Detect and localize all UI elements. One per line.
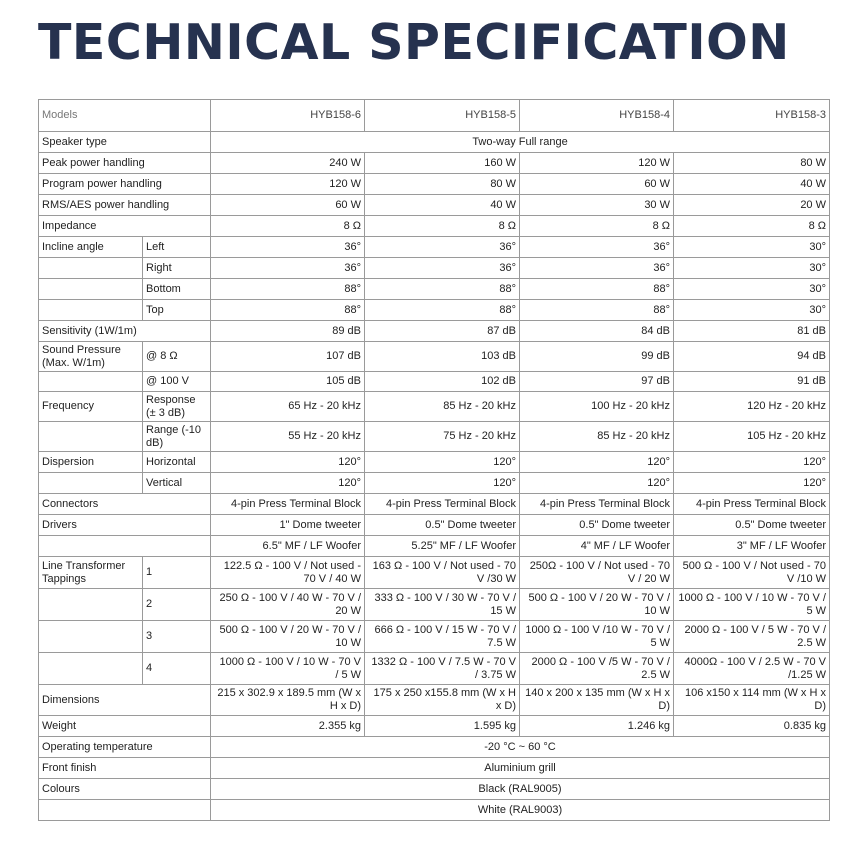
table-row xyxy=(39,342,830,372)
cell-value: 160 W xyxy=(365,153,520,174)
table-row xyxy=(39,589,830,621)
empty-cell xyxy=(39,653,143,685)
cell-value: 60 W xyxy=(520,174,674,195)
table-row xyxy=(39,758,830,779)
cell-value: 65 Hz - 20 kHz xyxy=(211,392,365,422)
speaker-type-value: Two-way Full range xyxy=(211,132,830,153)
sub-label: 3 xyxy=(143,621,211,653)
table-row xyxy=(39,258,830,279)
cell-value: 91 dB xyxy=(674,372,830,392)
sub-label: Bottom xyxy=(143,279,211,300)
model-name: HYB158-4 xyxy=(520,100,674,132)
row-label: RMS/AES power handling xyxy=(39,195,211,216)
model-name: HYB158-5 xyxy=(365,100,520,132)
cell-value: 81 dB xyxy=(674,321,830,342)
models-label: Models xyxy=(39,100,211,132)
cell-value: 106 x150 x 114 mm (W x H x D) xyxy=(674,685,830,716)
cell-value: 20 W xyxy=(674,195,830,216)
cell-value: 85 Hz - 20 kHz xyxy=(520,422,674,452)
cell-value: 0.5" Dome tweeter xyxy=(365,515,520,536)
cell-value: 122.5 Ω - 100 V / Not used - 70 V / 40 W xyxy=(211,557,365,589)
cell-value: 87 dB xyxy=(365,321,520,342)
empty-cell xyxy=(39,300,143,321)
sub-label: Vertical xyxy=(143,473,211,494)
cell-value: 163 Ω - 100 V / Not used - 70 V /30 W xyxy=(365,557,520,589)
cell-value: 250 Ω - 100 V / 40 W - 70 V / 20 W xyxy=(211,589,365,621)
cell-value: 8 Ω xyxy=(520,216,674,237)
sub-label: Horizontal xyxy=(143,452,211,473)
table-row xyxy=(39,153,830,174)
cell-value: 99 dB xyxy=(520,342,674,372)
cell-value: 333 Ω - 100 V / 30 W - 70 V / 15 W xyxy=(365,589,520,621)
row-label: Speaker type xyxy=(39,132,211,153)
table-row xyxy=(39,300,830,321)
table-row xyxy=(39,422,830,452)
cell-value: 120 W xyxy=(520,153,674,174)
front-finish-value: Aluminium grill xyxy=(211,758,830,779)
cell-value: 105 dB xyxy=(211,372,365,392)
cell-value: 88° xyxy=(520,300,674,321)
cell-value: 1000 Ω - 100 V /10 W - 70 V / 5 W xyxy=(520,621,674,653)
sub-label: @ 100 V xyxy=(143,372,211,392)
cell-value: 4-pin Press Terminal Block xyxy=(674,494,830,515)
cell-value: 2.355 kg xyxy=(211,716,365,737)
cell-value: 120° xyxy=(211,473,365,494)
table-row xyxy=(39,237,830,258)
table-row xyxy=(39,452,830,473)
table-row xyxy=(39,174,830,195)
cell-value: 215 x 302.9 x 189.5 mm (W x H x D) xyxy=(211,685,365,716)
empty-cell xyxy=(39,536,211,557)
sub-label: Top xyxy=(143,300,211,321)
table-row xyxy=(39,132,830,153)
table-row xyxy=(39,515,830,536)
row-label: Incline angle xyxy=(39,237,143,258)
cell-value: 140 x 200 x 135 mm (W x H x D) xyxy=(520,685,674,716)
table-row xyxy=(39,685,830,716)
empty-cell xyxy=(39,800,211,821)
cell-value: 8 Ω xyxy=(211,216,365,237)
cell-value: 40 W xyxy=(674,174,830,195)
cell-value: 120 Hz - 20 kHz xyxy=(674,392,830,422)
table-row xyxy=(39,653,830,685)
cell-value: 75 Hz - 20 kHz xyxy=(365,422,520,452)
row-label: Operating temperature xyxy=(39,737,211,758)
empty-cell xyxy=(39,258,143,279)
table-row xyxy=(39,372,830,392)
table-row xyxy=(39,800,830,821)
cell-value: 4-pin Press Terminal Block xyxy=(211,494,365,515)
cell-value: 2000 Ω - 100 V / 5 W - 70 V / 2.5 W xyxy=(674,621,830,653)
model-name: HYB158-6 xyxy=(211,100,365,132)
cell-value: 0.835 kg xyxy=(674,716,830,737)
cell-value: 55 Hz - 20 kHz xyxy=(211,422,365,452)
cell-value: 120° xyxy=(211,452,365,473)
sub-label: 2 xyxy=(143,589,211,621)
cell-value: 60 W xyxy=(211,195,365,216)
cell-value: 84 dB xyxy=(520,321,674,342)
cell-value: 0.5" Dome tweeter xyxy=(674,515,830,536)
cell-value: 4-pin Press Terminal Block xyxy=(520,494,674,515)
cell-value: 8 Ω xyxy=(674,216,830,237)
cell-value: 120° xyxy=(365,473,520,494)
cell-value: 36° xyxy=(520,237,674,258)
cell-value: 30° xyxy=(674,237,830,258)
cell-value: 1000 Ω - 100 V / 10 W - 70 V / 5 W xyxy=(211,653,365,685)
cell-value: 30° xyxy=(674,258,830,279)
cell-value: 102 dB xyxy=(365,372,520,392)
table-row xyxy=(39,536,830,557)
cell-value: 3" MF / LF Woofer xyxy=(674,536,830,557)
cell-value: 1000 Ω - 100 V / 10 W - 70 V / 5 W xyxy=(674,589,830,621)
cell-value: 1.595 kg xyxy=(365,716,520,737)
sub-label: 1 xyxy=(143,557,211,589)
row-label: Front finish xyxy=(39,758,211,779)
row-label: Line Transformer Tappings xyxy=(39,557,143,589)
cell-value: 36° xyxy=(520,258,674,279)
cell-value: 240 W xyxy=(211,153,365,174)
cell-value: 0.5" Dome tweeter xyxy=(520,515,674,536)
spec-table xyxy=(38,99,830,821)
cell-value: 107 dB xyxy=(211,342,365,372)
cell-value: 1" Dome tweeter xyxy=(211,515,365,536)
table-row xyxy=(39,279,830,300)
cell-value: 30° xyxy=(674,300,830,321)
sub-label: Right xyxy=(143,258,211,279)
cell-value: 6.5" MF / LF Woofer xyxy=(211,536,365,557)
operating-temp-value: -20 °C ~ 60 °C xyxy=(211,737,830,758)
cell-value: 88° xyxy=(365,279,520,300)
empty-cell xyxy=(39,279,143,300)
cell-value: 500 Ω - 100 V / 20 W - 70 V / 10 W xyxy=(520,589,674,621)
cell-value: 120° xyxy=(520,452,674,473)
cell-value: 120 W xyxy=(211,174,365,195)
cell-value: 94 dB xyxy=(674,342,830,372)
table-row xyxy=(39,737,830,758)
cell-value: 88° xyxy=(211,279,365,300)
table-row xyxy=(39,557,830,589)
cell-value: 88° xyxy=(520,279,674,300)
cell-value: 89 dB xyxy=(211,321,365,342)
cell-value: 500 Ω - 100 V / 20 W - 70 V / 10 W xyxy=(211,621,365,653)
empty-cell xyxy=(39,422,143,452)
cell-value: 100 Hz - 20 kHz xyxy=(520,392,674,422)
table-row xyxy=(39,473,830,494)
cell-value: 500 Ω - 100 V / Not used - 70 V /10 W xyxy=(674,557,830,589)
row-label: Dimensions xyxy=(39,685,211,716)
cell-value: 1332 Ω - 100 V / 7.5 W - 70 V / 3.75 W xyxy=(365,653,520,685)
table-row xyxy=(39,392,830,422)
cell-value: 120° xyxy=(365,452,520,473)
sub-label: @ 8 Ω xyxy=(143,342,211,372)
page-title: TECHNICAL SPECIFICATION xyxy=(38,14,790,71)
header-row xyxy=(39,100,830,132)
cell-value: 2000 Ω - 100 V /5 W - 70 V / 2.5 W xyxy=(520,653,674,685)
cell-value: 103 dB xyxy=(365,342,520,372)
cell-value: 120° xyxy=(674,452,830,473)
cell-value: 120° xyxy=(674,473,830,494)
cell-value: 105 Hz - 20 kHz xyxy=(674,422,830,452)
sub-label: 4 xyxy=(143,653,211,685)
sub-label: Left xyxy=(143,237,211,258)
table-row xyxy=(39,716,830,737)
empty-cell xyxy=(39,372,143,392)
cell-value: 666 Ω - 100 V / 15 W - 70 V / 7.5 W xyxy=(365,621,520,653)
empty-cell xyxy=(39,621,143,653)
cell-value: 120° xyxy=(520,473,674,494)
cell-value: 97 dB xyxy=(520,372,674,392)
row-label: Dispersion xyxy=(39,452,143,473)
cell-value: 85 Hz - 20 kHz xyxy=(365,392,520,422)
table-row xyxy=(39,621,830,653)
cell-value: 80 W xyxy=(365,174,520,195)
model-name: HYB158-3 xyxy=(674,100,830,132)
row-label: Colours xyxy=(39,779,211,800)
colour-value: White (RAL9003) xyxy=(211,800,830,821)
cell-value: 1.246 kg xyxy=(520,716,674,737)
table-row xyxy=(39,195,830,216)
cell-value: 8 Ω xyxy=(365,216,520,237)
sub-label: Range (-10 dB) xyxy=(143,422,211,452)
empty-cell xyxy=(39,589,143,621)
row-label: Weight xyxy=(39,716,211,737)
cell-value: 30° xyxy=(674,279,830,300)
row-label: Sound Pressure (Max. W/1m) xyxy=(39,342,143,372)
empty-cell xyxy=(39,473,143,494)
cell-value: 88° xyxy=(211,300,365,321)
cell-value: 250Ω - 100 V / Not used - 70 V / 20 W xyxy=(520,557,674,589)
sub-label: Response (± 3 dB) xyxy=(143,392,211,422)
row-label: Frequency xyxy=(39,392,143,422)
row-label: Drivers xyxy=(39,515,211,536)
cell-value: 40 W xyxy=(365,195,520,216)
row-label: Peak power handling xyxy=(39,153,211,174)
cell-value: 175 x 250 x155.8 mm (W x H x D) xyxy=(365,685,520,716)
table-row xyxy=(39,321,830,342)
table-row xyxy=(39,494,830,515)
cell-value: 36° xyxy=(211,258,365,279)
cell-value: 4000Ω - 100 V / 2.5 W - 70 V /1.25 W xyxy=(674,653,830,685)
cell-value: 80 W xyxy=(674,153,830,174)
cell-value: 36° xyxy=(365,258,520,279)
cell-value: 36° xyxy=(365,237,520,258)
colour-value: Black (RAL9005) xyxy=(211,779,830,800)
row-label: Connectors xyxy=(39,494,211,515)
row-label: Sensitivity (1W/1m) xyxy=(39,321,211,342)
cell-value: 5.25" MF / LF Woofer xyxy=(365,536,520,557)
cell-value: 36° xyxy=(211,237,365,258)
table-row xyxy=(39,779,830,800)
cell-value: 4" MF / LF Woofer xyxy=(520,536,674,557)
row-label: Program power handling xyxy=(39,174,211,195)
table-row xyxy=(39,216,830,237)
cell-value: 88° xyxy=(365,300,520,321)
cell-value: 30 W xyxy=(520,195,674,216)
cell-value: 4-pin Press Terminal Block xyxy=(365,494,520,515)
row-label: Impedance xyxy=(39,216,211,237)
